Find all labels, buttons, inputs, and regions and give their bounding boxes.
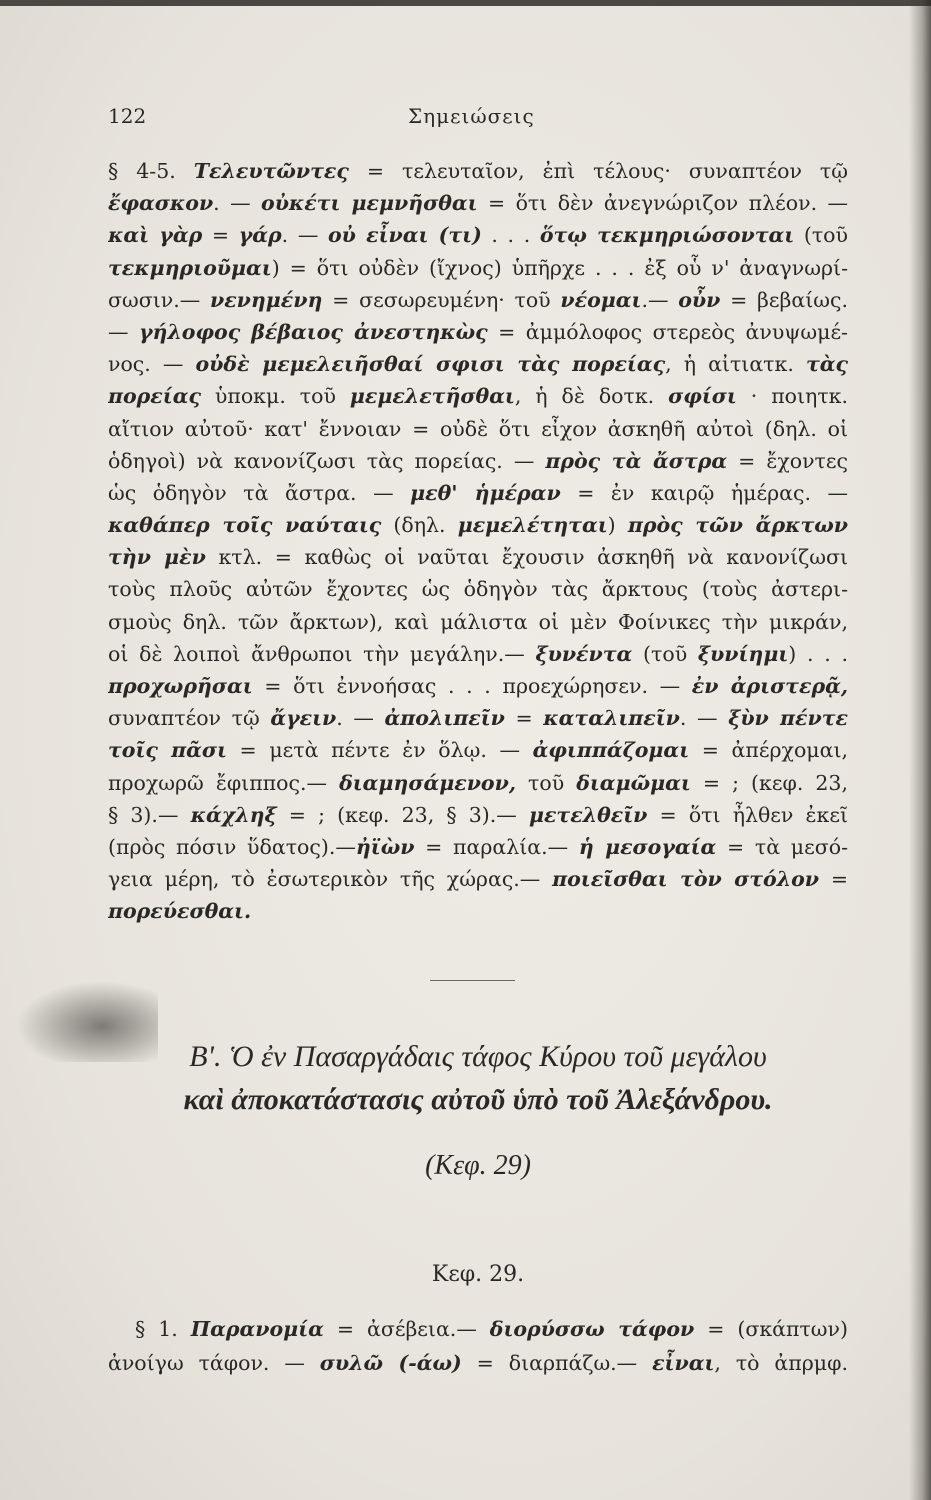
lemma-term: οὖν — [678, 287, 721, 312]
page-top-edge — [0, 0, 931, 6]
gloss-text: = — [819, 867, 848, 892]
note-line — [108, 348, 848, 380]
lemma-term: καὶ γὰρ — [108, 223, 203, 248]
lemma-term: διορύσσω τάφον — [489, 1317, 695, 1341]
gloss-text: = ; (κεφ. 23, § 3).— — [276, 802, 529, 827]
note-line — [108, 670, 848, 702]
note-line — [108, 413, 848, 445]
note-line — [108, 155, 848, 187]
lemma-term: μεθ' ἡμέραν — [410, 480, 561, 505]
note-line — [108, 573, 848, 605]
gloss-text: . — — [336, 706, 385, 731]
lemma-term: διαμησάμενον, — [339, 770, 516, 795]
gloss-text: . — — [213, 191, 262, 216]
lemma-term: οὐ εἶναι (τι) — [327, 223, 482, 248]
chapter-title: Κεφ. 29. — [431, 1262, 525, 1287]
page-number: 122 — [108, 104, 147, 128]
lemma-term: Τελευτῶντες — [193, 159, 349, 183]
lemma-term: τεκμηριοῦμαι — [108, 255, 272, 280]
lemma-term: σφίσι — [668, 384, 737, 409]
lemma-term: Παρανομία — [190, 1317, 324, 1341]
lemma-term: ἡ μεσογαία — [578, 834, 717, 859]
gloss-text: § 3).— — [108, 802, 191, 827]
lemma-term: πρὸς τῶν ἄρκτων — [627, 513, 848, 538]
gloss-text: (δηλ. — [381, 513, 458, 538]
lemma-term: τὴν μὲν — [108, 545, 206, 570]
gloss-text: τοὺς πλοῦς αὐτῶν ἔχοντες ὡς ὁδηγὸν τὰς ἄρκτους (τοὺς ἀστερι- — [108, 577, 848, 602]
lemma-term: καταλιπεῖν — [543, 706, 680, 731]
gloss-text: (τοῦ — [794, 223, 848, 248]
note-line — [108, 445, 848, 477]
gloss-text: = — [504, 706, 544, 731]
lemma-term: προχωρῆσαι — [108, 674, 253, 698]
note-line — [108, 767, 848, 799]
lemma-term: ἐν ἀριστερᾷ, — [691, 674, 848, 698]
lemma-term: γάρ — [238, 223, 282, 248]
note-line — [108, 187, 848, 219]
lemma-term: ἀπολιπεῖν — [384, 706, 505, 731]
note-line — [108, 734, 848, 766]
gloss-text: ) = ὅτι οὐδὲν (ἴχνος) ὑπῆρχε . . . ἐξ οὗ ν' ἀναγνωρί- — [271, 255, 848, 280]
lemma-term: πορείας — [108, 384, 201, 409]
gloss-text: = ἀμμόλοφος στερεὸς ἀνυψωμέ- — [487, 319, 848, 344]
lemma-term: νενημένη — [209, 287, 323, 312]
lemma-term: γήλοφος βέβαιος ἀνεστηκὼς — [139, 319, 488, 344]
lemma-term: ὅτῳ τεκμηριώσονται — [539, 223, 795, 248]
gloss-text: . — — [281, 223, 328, 248]
lemma-term: μετελθεῖν — [528, 802, 648, 827]
note-line — [108, 252, 848, 284]
section-heading-line-1: Β'. Ὁ ἐν Πασαργάδαις τάφος Κύρου τοῦ μεγάλου — [189, 1040, 767, 1073]
gloss-text: συναπτέον τῷ — [108, 706, 271, 731]
gloss-text: = ἔχοντες — [727, 448, 848, 473]
lemma-term: ξυνίημι — [697, 641, 789, 666]
gloss-text: = ἀσέβεια.— — [323, 1317, 490, 1341]
lemma-term: ἔφασκον — [108, 191, 214, 216]
lemma-term: τοῖς πᾶσι — [108, 738, 227, 763]
note-line — [108, 702, 848, 734]
gloss-text: § 1. — [135, 1317, 191, 1341]
lemma-term: ποιεῖσθαι τὸν στόλον — [552, 867, 819, 892]
section-divider — [430, 980, 515, 981]
gloss-text: , ἡ δὲ δοτκ. — [514, 384, 669, 409]
gloss-text: = (σκάπτων) — [694, 1317, 848, 1341]
note-line — [108, 863, 848, 895]
lemma-term: οὐκέτι μεμνῆσθαι — [261, 191, 478, 216]
lemma-term: νέομαι — [560, 287, 642, 312]
gloss-text: ὡς ὁδηγὸν τὰ ἄστρα. — — [108, 480, 411, 505]
gloss-text: ὁδηγοὶ) νὰ κανονίζωσι τὰς πορείας. — — [108, 448, 546, 473]
note-line — [108, 638, 848, 670]
gloss-text: = σεσωρευμένη· τοῦ — [322, 287, 561, 312]
note-line — [108, 477, 848, 509]
gloss-text: = τελευταῖον, ἐπὶ τέλους· συναπτέον τῷ — [348, 159, 848, 183]
section-heading-line-2: καὶ ἀποκατάστασις αὐτοῦ ὑπὸ τοῦ Ἀλεξάνδρου. — [183, 1083, 773, 1116]
gloss-text: = τὰ μεσό- — [716, 834, 848, 859]
gloss-text: , ἡ αἰτιατκ. — [665, 352, 806, 377]
note-line — [108, 1347, 848, 1379]
note-line — [108, 219, 848, 251]
gloss-text: = ὅτι ἦλθεν ἐκεῖ — [647, 802, 848, 827]
gloss-text: τοῦ — [515, 770, 577, 795]
lemma-term: πρὸς τὰ ἄστρα — [545, 448, 728, 473]
gloss-text: = ἀπέρχομαι, — [689, 738, 848, 763]
gloss-text: ) . . . — [788, 641, 848, 666]
gloss-text: ἀνοίγω τάφον. — — [108, 1351, 320, 1375]
note-line — [108, 380, 848, 412]
gloss-text: ) — [607, 513, 628, 538]
gloss-text: σμοὺς δηλ. τῶν ἄρκτων), καὶ μάλιστα οἱ μὲν Φοίνικες τὴν μικράν, — [108, 609, 848, 634]
gloss-text: — — [108, 319, 139, 344]
note-line — [108, 316, 848, 348]
gloss-text: .— — [641, 287, 679, 312]
note-line — [108, 895, 848, 927]
gloss-text: = μετὰ πέντε ἐν ὅλῳ. — — [226, 738, 533, 763]
lemma-term: κάχληξ — [190, 802, 277, 827]
lemma-term: διαμῶμαι — [576, 770, 691, 795]
gloss-text: σωσιν.— — [108, 287, 210, 312]
gloss-text: αἴτιον αὐτοῦ· κατ' ἔννοιαν = οὐδὲ ὅτι εἶχον ἀσκηθῆ αὐτοὶ (δηλ. οἱ — [108, 416, 848, 441]
note-line — [108, 799, 848, 831]
gloss-text: . — — [679, 706, 729, 731]
lemma-term: ξυνέντα — [535, 641, 633, 666]
lemma-term: τὰς — [805, 352, 848, 377]
gloss-text: = ; (κεφ. 23, — [690, 770, 848, 795]
note-line — [108, 509, 848, 541]
lemma-term: ἀφιππάζομαι — [532, 738, 690, 763]
chapter-note-line-1 — [135, 1313, 848, 1345]
gloss-text: = ὅτι δὲν ἀνεγνώριζον πλέον. — — [477, 191, 848, 216]
chapter-note-line-2 — [108, 1347, 848, 1379]
note-line — [108, 831, 848, 863]
gloss-text: § 4-5. — [108, 159, 194, 183]
gloss-text: κτλ. = καθὼς οἱ ναῦται ἔχουσιν ἀσκηθῆ νὰ κανονίζωσι — [205, 545, 848, 570]
lemma-term: ἠϊὼν — [355, 834, 415, 859]
gloss-text: . . . — [481, 223, 540, 248]
lemma-term: καθάπερ τοῖς ναύταις — [108, 513, 382, 538]
running-title: Σημειώσεις — [408, 104, 535, 128]
gloss-text: = βεβαίως. — [720, 287, 848, 312]
gloss-text: νος. — — [108, 352, 196, 377]
gloss-text: (πρὸς πόσιν ὕδατος).— — [108, 834, 356, 859]
note-line — [135, 1313, 848, 1345]
gloss-text: ὑποκμ. τοῦ — [200, 384, 350, 409]
section-reference: (Κεφ. 29) — [425, 1150, 531, 1181]
lemma-term: εἶναι — [652, 1351, 715, 1375]
lemma-term: πορεύεσθαι. — [108, 899, 252, 924]
note-line — [108, 606, 848, 638]
gloss-text: = — [202, 223, 239, 248]
gloss-text: γεια μέρη, τὸ ἐσωτερικὸν τῆς χώρας.— — [108, 867, 553, 892]
lemma-term: μεμελετῆσθαι — [349, 384, 515, 409]
gloss-text: = ἐν καιρῷ ἡμέρας. — — [560, 480, 848, 505]
gloss-text: = ὅτι ἐννοήσας . . . προεχώρησεν. — — [252, 674, 692, 698]
gloss-text: , τὸ ἀπρμφ. — [714, 1351, 848, 1375]
notes-body — [108, 155, 848, 928]
lemma-term: οὐδὲ μεμελειῆσθαί σφισι τὰς πορείας — [195, 352, 666, 377]
page-binding-shadow — [909, 0, 931, 1500]
lemma-term: συλῶ (-άω) — [319, 1351, 462, 1375]
gloss-text: = παραλία.— — [414, 834, 579, 859]
lemma-term: μεμελέτηται — [457, 513, 608, 538]
note-line — [108, 284, 848, 316]
gloss-text: = διαρπάζω.— — [461, 1351, 653, 1375]
gloss-text: οἱ δὲ λοιποὶ ἄνθρωποι τὴν μεγάλην.— — [108, 641, 536, 666]
gloss-text: · ποιητκ. — [736, 384, 848, 409]
note-line — [108, 541, 848, 573]
gloss-text: (τοῦ — [632, 641, 698, 666]
running-header — [108, 104, 838, 134]
lemma-term: ξὺν πέντε — [728, 706, 848, 731]
gloss-text: προχωρῶ ἔφιππος.— — [108, 770, 340, 795]
lemma-term: ἄγειν — [270, 706, 337, 731]
